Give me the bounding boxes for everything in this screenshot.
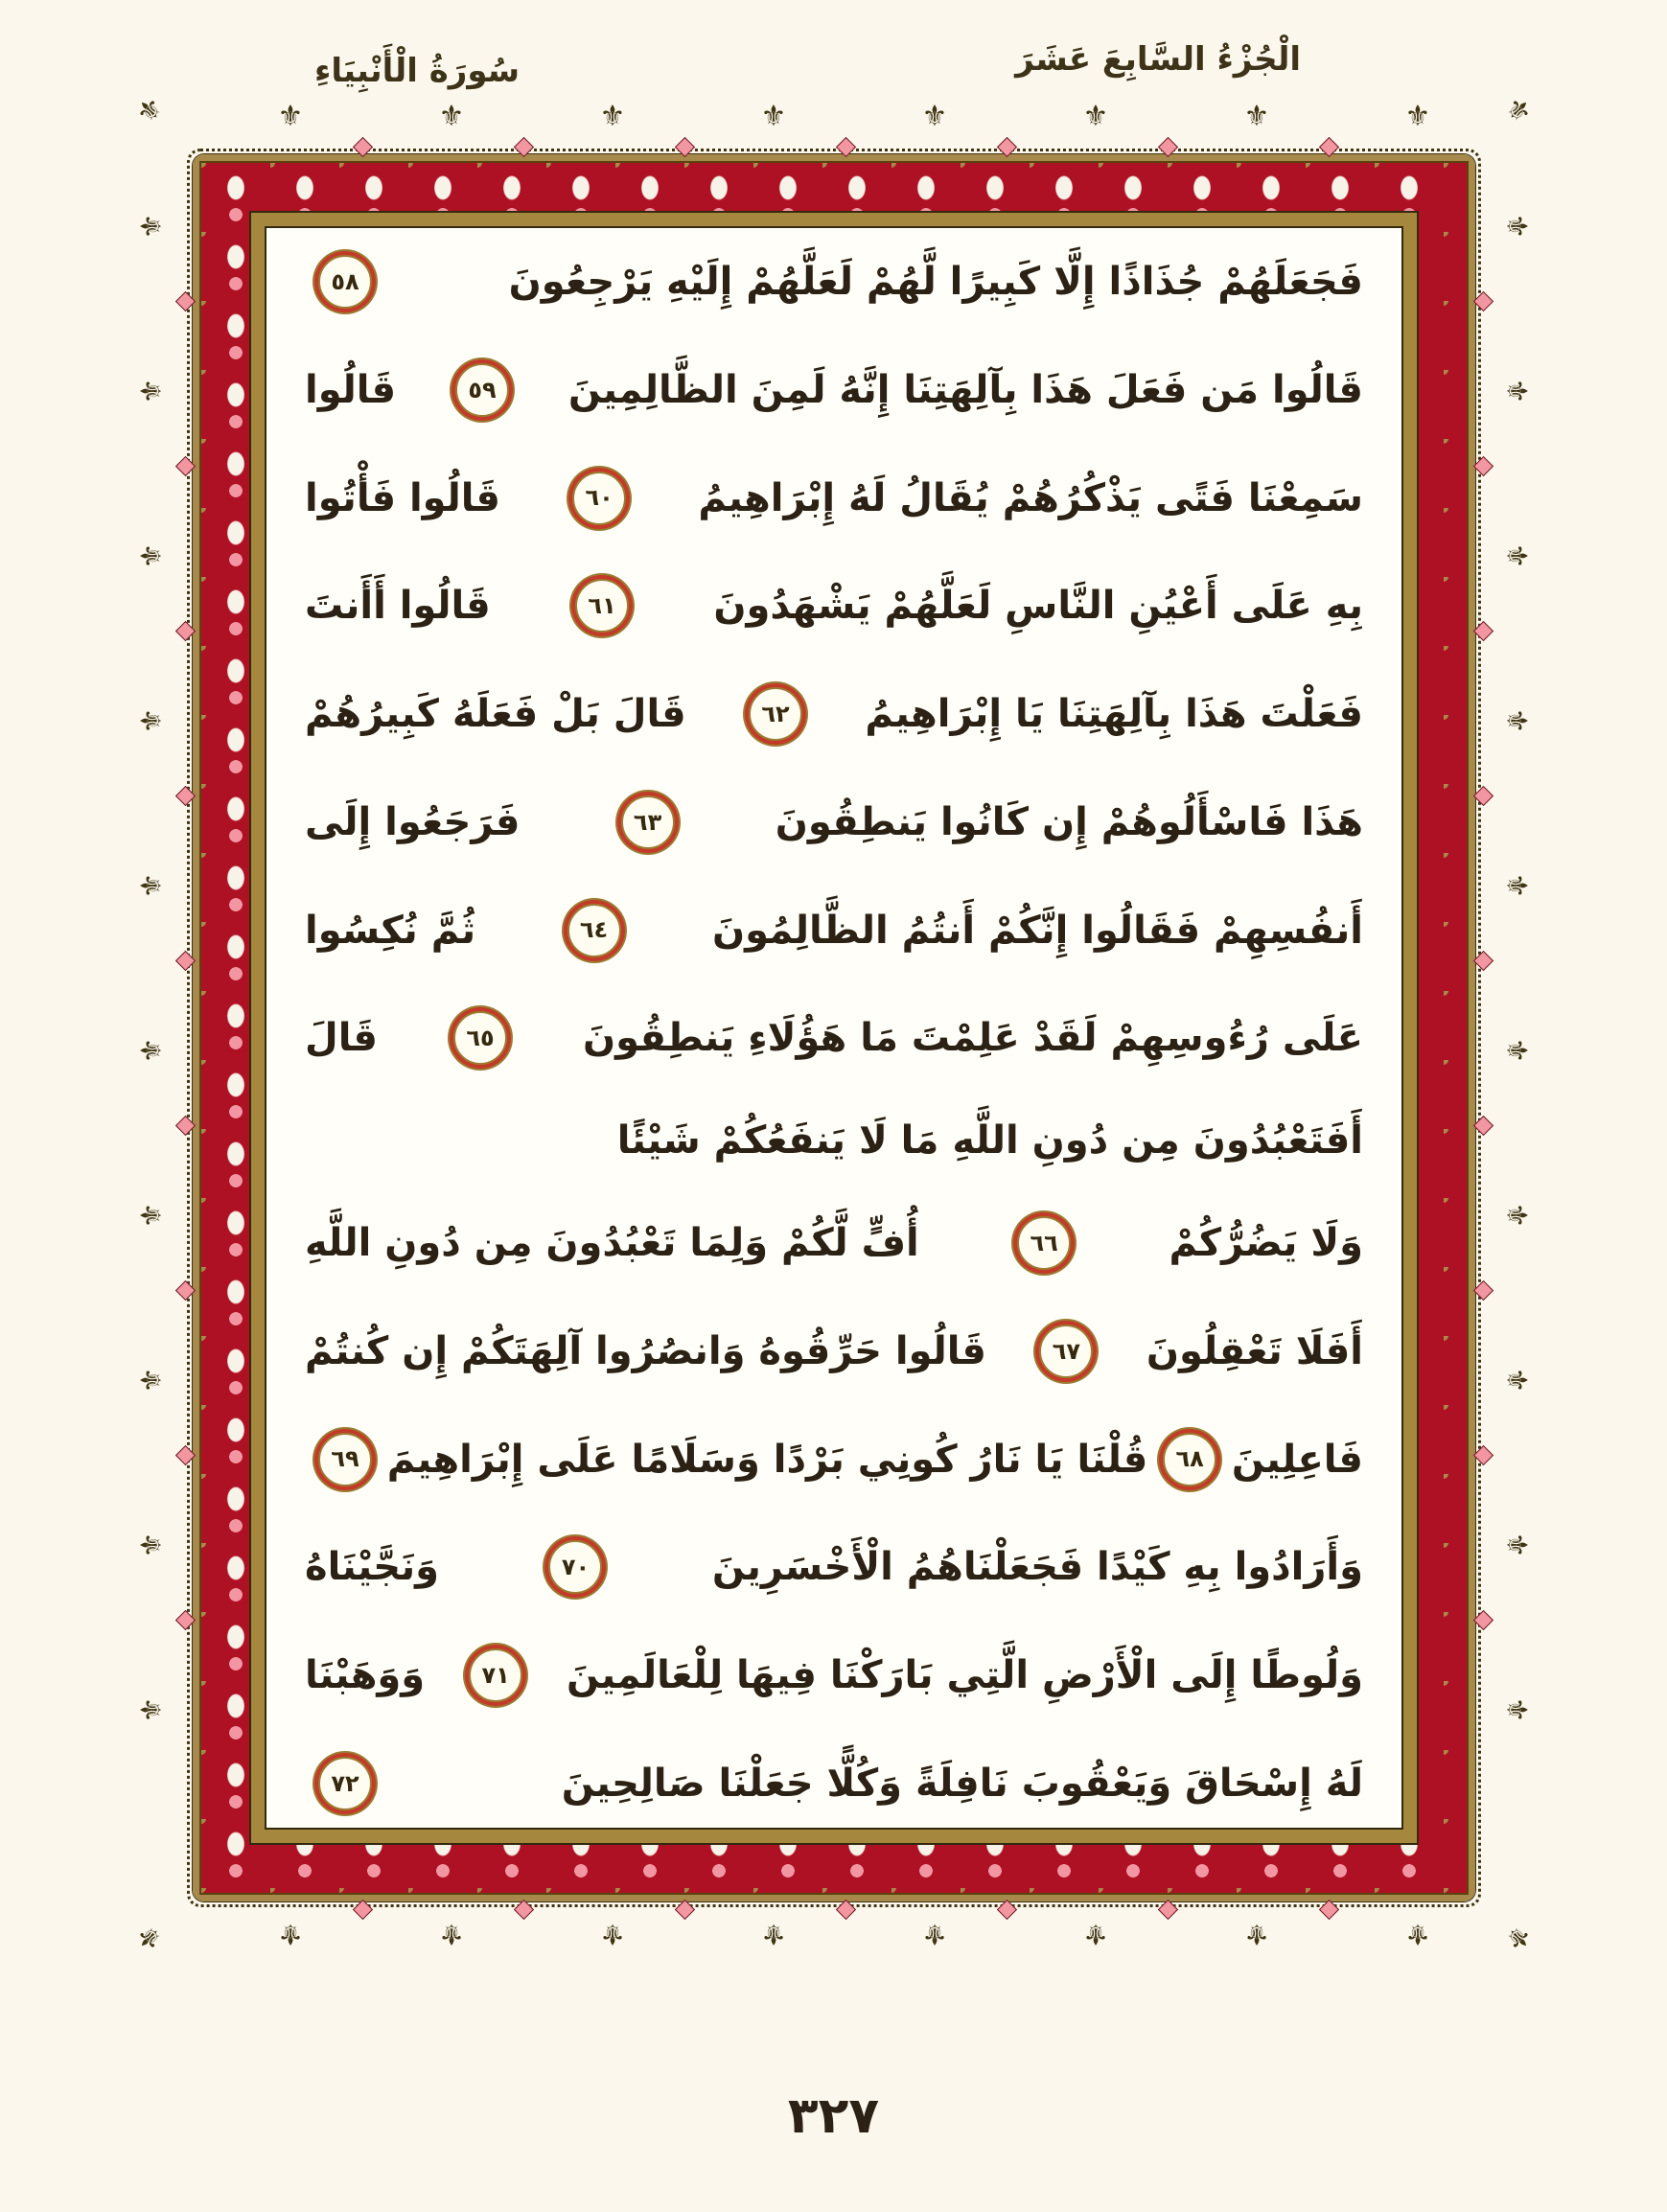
quran-line <box>305 1325 1363 1378</box>
fleur-sprig-icon: ⚜ <box>277 100 304 133</box>
quran-line <box>305 1216 1363 1270</box>
fleur-sprig-icon: ⚜ <box>1499 1367 1533 1394</box>
quran-line <box>305 1540 1363 1594</box>
quran-line <box>305 904 1363 957</box>
text-panel <box>265 226 1403 1830</box>
verse-number-marker: ٦٢ <box>749 687 802 741</box>
ayah-text: قَالَ بَلْ فَعَلَهُ كَبِيرُهُمْ <box>305 692 686 737</box>
fleur-sprig-icon: ⚜ <box>599 100 626 133</box>
fleur-sprig-icon: ⚜ <box>277 1917 304 1950</box>
quran-line <box>305 1433 1363 1486</box>
ayah-text: ثُمَّ نُكِسُوا <box>305 908 476 953</box>
page-number: ٣٢٧ <box>787 2087 880 2145</box>
ayah-text: قُلْنَا يَا نَارُ كُونِي بَرْدًا وَسَلَامًا عَلَى إِبْرَاهِيمَ <box>386 1437 1148 1482</box>
fleur-sprig-icon: ⚜ <box>1404 1917 1431 1950</box>
fleur-sprig-icon: ⚜ <box>1404 100 1431 133</box>
ayah-text: عَلَى رُءُوسِهِمْ لَقَدْ عَلِمْتَ مَا هَؤُلَاءِ يَنطِقُونَ <box>582 1016 1363 1061</box>
fleur-sprig-icon: ⚜ <box>760 1917 787 1950</box>
fleur-sprig-icon: ⚜ <box>599 1917 626 1950</box>
fleur-sprig-icon: ⚜ <box>760 100 787 133</box>
fleur-sprig-icon: ⚜ <box>1243 1917 1270 1950</box>
ayah-text: فَعَلْتَ هَذَا بِآلِهَتِنَا يَا إِبْرَاهِيمُ <box>865 692 1363 737</box>
fleur-sprig-icon: ⚜ <box>921 1917 948 1950</box>
ayah-text: أَفَتَعْبُدُونَ مِن دُونِ اللَّهِ مَا لَا يَنفَعُكُمْ شَيْئًا <box>616 1118 1363 1164</box>
fleur-sprig-icon: ⚜ <box>135 1202 169 1229</box>
ayah-text: لَهُ إِسْحَاقَ وَيَعْقُوبَ نَافِلَةً وَكُلًّا جَعَلْنَا صَالِحِينَ <box>561 1761 1363 1806</box>
fleur-sprig-icon: ⚜ <box>1499 707 1533 734</box>
quran-line <box>305 1011 1363 1065</box>
ayah-text: قَالَ <box>305 1016 378 1061</box>
fleur-sprig-icon: ⚜ <box>135 1532 169 1558</box>
fleur-sprig-icon: ⚜ <box>438 1917 465 1950</box>
ayah-text: فَرَجَعُوا إِلَى <box>305 799 521 844</box>
quran-line <box>305 579 1363 633</box>
fleur-sprig-icon: ⚜ <box>1243 100 1270 133</box>
verse-number-marker: ٧٠ <box>548 1540 602 1594</box>
fleur-sprig-icon: ⚜ <box>1499 1532 1533 1558</box>
quran-line <box>305 1119 1363 1162</box>
ayah-text: قَالُوا مَن فَعَلَ هَذَا بِآلِهَتِنَا إِنَّهُ لَمِنَ الظَّالِمِينَ <box>567 367 1363 412</box>
frame-inner <box>199 161 1469 1895</box>
verse-number-marker: ٦٦ <box>1017 1216 1071 1270</box>
ayah-text: فَجَعَلَهُمْ جُذَاذًا إِلَّا كَبِيرًا لَّهُمْ لَعَلَّهُمْ إِلَيْهِ يَرْجِعُونَ <box>508 260 1363 304</box>
fleur-sprig-icon: ⚜ <box>1499 1696 1533 1723</box>
fleur-sprig-icon: ⚜ <box>135 707 169 734</box>
fleur-sprig-icon: ⚜ <box>1499 378 1533 404</box>
fleur-sprig-icon: ⚜ <box>128 1916 172 1959</box>
quran-line <box>305 472 1363 525</box>
fleur-sprig-icon: ⚜ <box>135 213 169 240</box>
ayah-text: قَالُوا <box>305 367 397 412</box>
frame-red-band <box>199 161 1469 1895</box>
fleur-sprig-icon: ⚜ <box>1496 1916 1540 1959</box>
frame-gold-band <box>249 211 1419 1845</box>
fleur-sprig-icon: ⚜ <box>135 378 169 404</box>
fleur-sprig-icon: ⚜ <box>921 100 948 133</box>
quran-line <box>305 363 1363 417</box>
quran-lines <box>305 255 1363 1810</box>
ayah-text: وَلَا يَضُرُّكُمْ <box>1169 1221 1363 1266</box>
verse-number-marker: ٥٩ <box>455 363 509 417</box>
fleur-sprig-icon: ⚜ <box>438 100 465 133</box>
quran-line <box>305 1757 1363 1810</box>
fleur-sprig-icon: ⚜ <box>135 1037 169 1064</box>
ayah-text: وَنَجَّيْنَاهُ <box>305 1545 440 1590</box>
fleur-sprig-icon: ⚜ <box>1496 89 1540 132</box>
verse-number-marker: ٦٣ <box>621 795 675 849</box>
fleur-sprig-icon: ⚜ <box>135 872 169 899</box>
ayah-text: وَوَهَبْنَا <box>305 1653 426 1698</box>
fleur-sprig-icon: ⚜ <box>135 1696 169 1723</box>
ayah-text: قَالُوا فَأْتُوا <box>305 475 500 520</box>
ayah-text: أُفٍّ لَّكُمْ وَلِمَا تَعْبُدُونَ مِن دُونِ اللَّهِ <box>305 1221 919 1266</box>
quran-line <box>305 687 1363 741</box>
fleur-sprig-icon: ⚜ <box>1082 100 1109 133</box>
fleur-sprig-icon: ⚜ <box>1499 542 1533 569</box>
juz-header: الْجُزْءُ السَّابِعَ عَشَرَ <box>1015 40 1301 79</box>
ayah-text: سَمِعْنَا فَتًى يَذْكُرُهُمْ يُقَالُ لَهُ إِبْرَاهِيمُ <box>698 475 1363 520</box>
verse-number-marker: ٦٥ <box>453 1011 507 1065</box>
quran-line <box>305 255 1363 309</box>
fleur-sprig-icon: ⚜ <box>135 1367 169 1394</box>
fleur-sprig-icon: ⚜ <box>1082 1917 1109 1950</box>
ayah-text: بِهِ عَلَى أَعْيُنِ النَّاسِ لَعَلَّهُمْ يَشْهَدُونَ <box>713 584 1363 629</box>
page-frame <box>128 89 1540 1959</box>
verse-number-marker: ٦٠ <box>572 472 626 525</box>
verse-number-marker: ٧٢ <box>318 1757 372 1810</box>
quran-line <box>305 1648 1363 1702</box>
ayah-text: هَذَا فَاسْأَلُوهُمْ إِن كَانُوا يَنطِقُونَ <box>775 799 1363 844</box>
verse-number-marker: ٦٧ <box>1039 1325 1093 1378</box>
verse-number-marker: ٦٤ <box>567 904 621 957</box>
ayah-text: وَلُوطًا إِلَى الْأَرْضِ الَّتِي بَارَكْنَا فِيهَا لِلْعَالَمِينَ <box>567 1653 1363 1698</box>
quran-line <box>305 795 1363 849</box>
fleur-sprig-icon: ⚜ <box>1499 213 1533 240</box>
ayah-text: أَنفُسِهِمْ فَقَالُوا إِنَّكُمْ أَنتُمُ الظَّالِمُونَ <box>711 908 1363 953</box>
verse-number-marker: ٥٨ <box>318 255 372 309</box>
ayah-text: قَالُوا حَرِّقُوهُ وَانصُرُوا آلِهَتَكُمْ إِن كُنتُمْ <box>305 1328 986 1373</box>
verse-number-marker: ٦١ <box>575 579 629 633</box>
fleur-sprig-icon: ⚜ <box>135 542 169 569</box>
fleur-sprig-icon: ⚜ <box>1499 872 1533 899</box>
verse-number-marker: ٦٩ <box>318 1433 372 1486</box>
fleur-sprig-icon: ⚜ <box>1499 1037 1533 1064</box>
verse-number-marker: ٧١ <box>469 1648 522 1702</box>
ayah-text: فَاعِلِينَ <box>1231 1437 1363 1482</box>
verse-number-marker: ٦٨ <box>1163 1433 1216 1486</box>
ayah-text: قَالُوا أَأَنتَ <box>305 584 491 629</box>
surah-header: سُورَةُ الْأَنْبِيَاءِ <box>314 52 521 90</box>
fleur-sprig-icon: ⚜ <box>128 89 172 132</box>
fleur-sprig-icon: ⚜ <box>1499 1202 1533 1229</box>
ayah-text: وَأَرَادُوا بِهِ كَيْدًا فَجَعَلْنَاهُمُ الْأَخْسَرِينَ <box>711 1545 1363 1590</box>
ayah-text: أَفَلَا تَعْقِلُونَ <box>1146 1328 1363 1373</box>
